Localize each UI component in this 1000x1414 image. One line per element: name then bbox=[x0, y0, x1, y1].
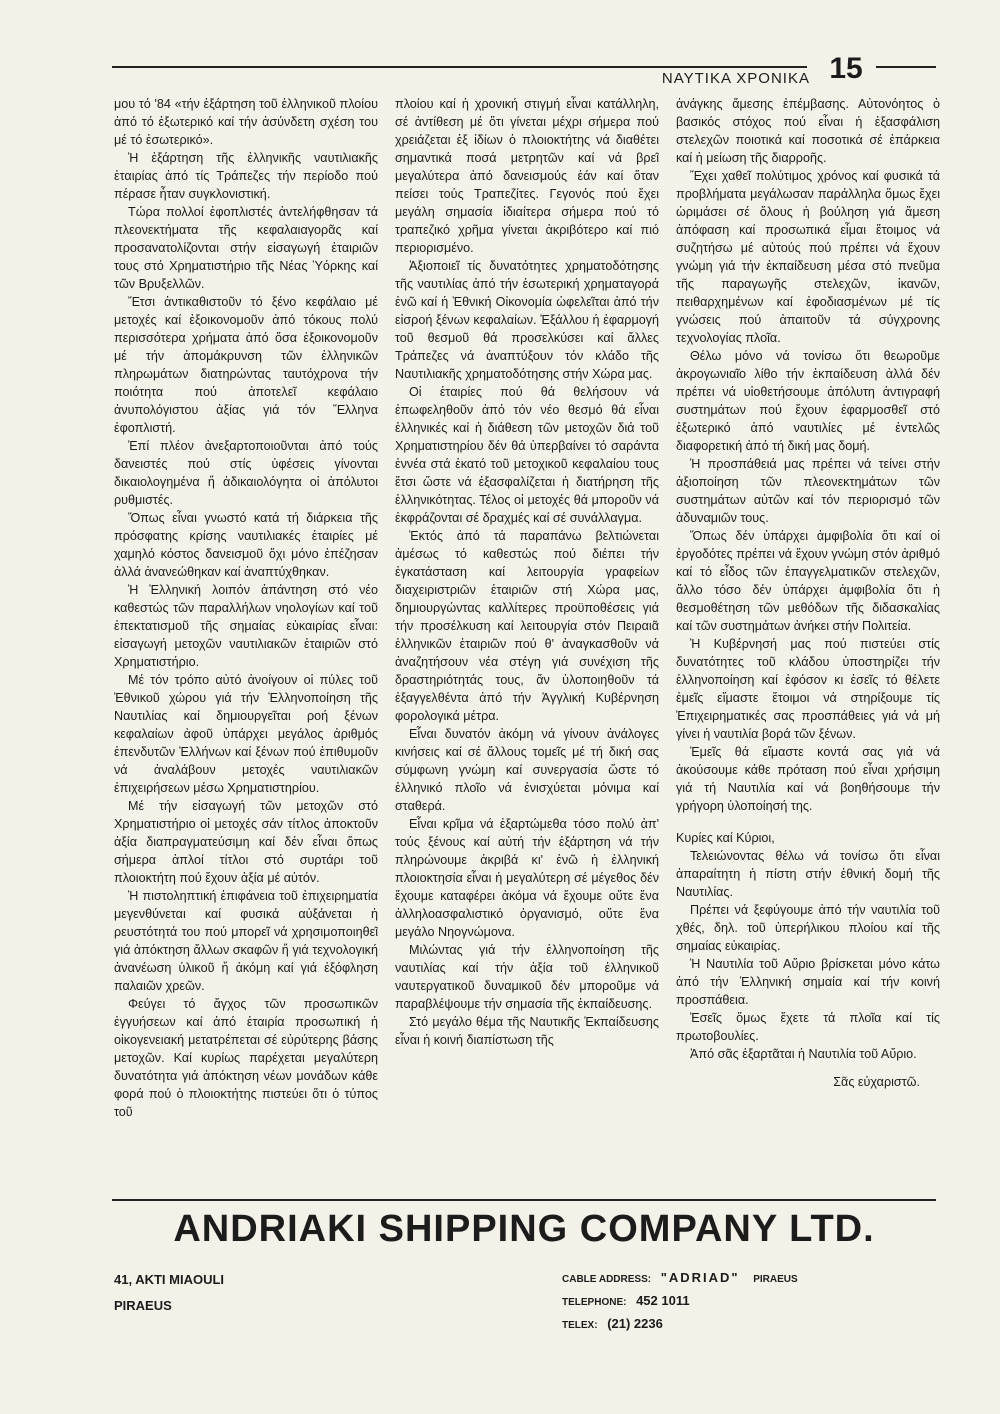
paragraph: Μέ τήν εἰσαγωγή τῶν μετοχῶν στό Χρηματιστήριο οἱ μετοχές σάν τίτλος ἀποκτοῦν ἀξία διαπραγματεύσιμη καί δέν εἶναι ὅπως σήμερα ἁπλοί τίτλοι στό συρτάρι τοῦ πλοιοκτήτη πού ἔχουν ἀξία μέ αὐτόν. bbox=[114, 799, 378, 885]
ad-address-line1: 41, AKTI MIAOULI bbox=[114, 1272, 225, 1287]
paragraph: πλοίου καί ἡ χρονική στιγμή εἶναι κατάλληλη, σέ ἀντίθεση μέ ὅτι γίνεται μέχρι σήμερα πού χρειάζεται ἐξ ἰδίων ὁ πλοιοκτήτης νά διαθέτει σημαντικά ποσά μετρητῶν καί νά βρεῖ μεγαλύτερα ἀπό δανεισμούς ἐάν καί ὅταν πείσει τούς Τραπεζίτες. Γεγονός πού ἔχει μεγάλη σημασία ἰδιαίτερα σήμερα πού τό τραπεζικό χρῆμα γίνεται ἀκριβότερο καί πιό περιορισμένο. bbox=[395, 97, 659, 255]
paragraph: Ἀξιοποιεῖ τίς δυνατότητες χρηματοδότησης τῆς ναυτιλίας ἀπό τήν ἐσωτερική χρηματαγορά ἐνῶ καί ἡ Ἐθνική Οἰκονομία ὠφελεῖται ἀπό τήν εἰσροή ξένων κεφαλαίων. Ἐξάλλου ἡ ἐφαρμογή τοῦ θεσμοῦ θά προσελκύσει καί ἄλλες Τράπεζες νά ἀναπτύξουν τόν κλάδο τῆς Ναυτιλιακῆς χρηματοδότησης στήν Χώρα μας. bbox=[395, 259, 659, 381]
ad-company-name: ANDRIAKI SHIPPING COMPANY LTD. bbox=[173, 1208, 875, 1250]
paragraph: Τώρα πολλοί ἐφοπλιστές ἀντελήφθησαν τά πλεονεκτήματα τῆς κεφαλαιαγορᾶς καί προσανατολίζονται στήν εἰσαγωγή ἑταιριῶν τους στό Χρηματιστήριο τῆς Νέας Ὑόρκης καί τῶν Βρυξελλῶν. bbox=[114, 205, 378, 291]
paragraph: Εἶναι κρῖμα νά ἐξαρτώμεθα τόσο πολύ ἀπ' τούς ξένους καί αὐτή τήν ἐξάρτηση νά τήν πληρώνουμε ἀκριβά κι' ἐνῶ ἡ ἑλληνική πλοιοκτησία εἶναι ἡ μεγαλύτερη σέ μέγεθος δέν ἔχουμε καταφέρει ἀκόμα νά ἔχουμε οὔτε ἕνα ἀλληλοασφαλιστικό ὀργανισμό, οὔτε ἕνα μεγάλο Νηογνώμονα. bbox=[395, 817, 659, 939]
paragraph: Ἐκτός ἀπό τά παραπάνω βελτιώνεται ἀμέσως τό καθεστώς πού διέπει τήν ἐγκατάσταση καί λειτουργία γραφείων διαχειριστριῶν ἑταιριῶν στή Χώρα μας, δημιουργώντας καλλίτερες προϋποθέσεις γιά τήν προσέλκυση καί λειτουργία στόν Πειραιᾶ ἑλληνικῶν ἑταιριῶν πού θ' ἀναγκασθοῦν νά ἀναζητήσουν νέα στέγη γιά συνέχιση τῆς δραστηριότητάς τους, ἄν ὑλοποιηθοῦν τά ἐξαγγελθέντα ἀπό τήν Ἀγγλική Κυβέρνηση φορολογικά μέτρα. bbox=[395, 529, 659, 723]
ad-telephone-value: 452 1011 bbox=[636, 1293, 690, 1308]
paragraph: Ἡ προσπάθειά μας πρέπει νά τείνει στήν ἀξιοποίηση τῶν πλεονεκτημάτων τῶν συστημάτων αὐτῶν καί τόν περιορισμό τῶν ἀδυναμιῶν τους. bbox=[676, 457, 940, 525]
article-column-2 bbox=[395, 95, 659, 1190]
paragraph: Οἱ ἑταιρίες πού θά θελήσουν νά ἐπωφεληθοῦν ἀπό τόν νέο θεσμό θά εἶναι ἑλληνικές καί ἡ διάθεση τῶν μετοχῶν διά τοῦ Χρηματιστηρίου δέν θά ὑπερβαίνει τό σαράντα ἐννέα στά ἑκατό τοῦ μετοχικοῦ κεφαλαίου τους ἔτσι ὥστε νά ἐξασφαλίζεται ἡ διατήρηση τῆς ἑλληνικότητας. Τέλος οἱ μετοχές θά μποροῦν νά ἐκφράζονται σέ δραχμές καί σέ συνάλλαγμα. bbox=[395, 385, 659, 525]
ad-cable-city: PIRAEUS bbox=[753, 1274, 798, 1285]
ad-telephone-row bbox=[562, 1293, 690, 1308]
paragraph: Ἀπό σᾶς ἐξαρτᾶται ἡ Ναυτιλία τοῦ Αὔριο. bbox=[690, 1047, 917, 1061]
ad-divider bbox=[112, 1199, 936, 1201]
paragraph: Ὅπως εἶναι γνωστό κατά τή διάρκεια τῆς πρόσφατης κρίσης ναυτιλιακές ἑταιρίες μέ χαμηλό κόστος δανεισμοῦ ὄχι μόνο ἐπέζησαν ἀλλά ἀνανεώθηκαν καί ἀναπτύχθηκαν. bbox=[114, 511, 378, 579]
paragraph: Φεύγει τό ἄγχος τῶν προσωπικῶν ἐγγυήσεων καί ἀπό ἑταιρία προσωπική ἡ οἰκογενειακή μετατρέπεται σέ εὐρύτερης βάσης μετοχῶν. Καί κυρίως παρέχεται μεγαλύτερη δυνατότητα γιά ἀπόκτηση νέων μονάδων κάθε φορά πού ὁ πλοιοκτήτης πιστεύει ὅτι ὁ τύπος τοῦ bbox=[114, 997, 378, 1119]
paragraph: Ἐσεῖς ὅμως ἔχετε τά πλοῖα καί τίς πρωτοβουλίες. bbox=[676, 1011, 940, 1043]
paragraph: Ἔχει χαθεῖ πολύτιμος χρόνος καί φυσικά τά προβλήματα μεγάλωσαν παράλληλα ὅμως ἔχει ὡριμάσει σέ ὅλους ἡ βούληση γιά ἄμεση ἀπόφαση καί προσωπικά εἶμαι ἕτοιμος νά συζητήσω μέ αὐτούς πού πρέπει νά ἔχουν γνώμη γιά τήν ἐκπαίδευση μέσα στό πνεῦμα τῆς παραγωγῆς στελεχῶν, ἱκανῶν, πειθαρχημένων καί ἐφοδιασμένων μέ τίς γνώσεις πού ἀπαιτοῦν τά σύγχρονης τεχνολογίας πλοῖα. bbox=[676, 169, 940, 345]
closing-salutation: Κυρίες καί Κύριοι, bbox=[676, 831, 775, 845]
paragraph: Ἡ Ἑλληνική λοιπόν ἀπάντηση στό νέο καθεστώς τῶν παραλλήλων νηολογίων καί τοῦ ἐπεκτατισμοῦ τῆς σημαίας εὐκαιρίας εἶναι: εἰσαγωγή μετοχῶν ναυτιλιακῶν ἑταιριῶν στό Χρηματιστήριο. bbox=[114, 583, 378, 669]
paragraph: ἀνάγκης ἄμεσης ἐπέμβασης. Αὐτονόητος ὁ βασικός στόχος πού εἶναι ἡ ἐξασφάλιση στελεχῶν ποιοτικά καί ποσοτικά σέ ἐπάρκεια καί ἡ μείωση τῆς διαρροῆς. bbox=[676, 97, 940, 165]
signoff: Σᾶς εὐχαριστῶ. bbox=[833, 1075, 920, 1089]
paragraph: Εἶναι δυνατόν ἀκόμη νά γίνουν ἀνάλογες κινήσεις καί σέ ἄλλους τομεῖς μέ τή δική σας σύμφωνη γνώμη καί συνεργασία ὥστε τό ἑλληνικό πλοῖο νά ἐνισχύεται μόνιμα καί σταθερά. bbox=[395, 727, 659, 813]
paragraph: Ἐμεῖς θά εἴμαστε κοντά σας γιά νά ἀκούσουμε κάθε πρόταση πού εἶναι χρήσιμη γιά τή Ναυτιλία καί νά βοηθήσουμε τήν γρήγορη ὑλοποίησή της. bbox=[676, 745, 940, 813]
ad-telex-row bbox=[562, 1316, 663, 1331]
paragraph: Θέλω μόνο νά τονίσω ὅτι θεωροῦμε ἀκρογωνιαῖο λίθο τήν ἐκπαίδευση ἀλλά δέν πρέπει νά υἱοθετήσουμε ἀπόλυτη ἀντιγραφή συστημάτων πού ἔχουν ἐφαρμοσθεῖ στό ἐξωτερικό ἀπό ναυτιλίες μέ ἐντελῶς διαφορετική ἀπό τή δική μας δομή. bbox=[676, 349, 940, 453]
paragraph: Μιλώντας γιά τήν ἑλληνοποίηση τῆς ναυτιλίας καί τήν ἀξία τοῦ ἑλληνικοῦ ναυτεργατικοῦ δυναμικοῦ δέν μποροῦμε νά παραβλέψουμε τήν σημασία τῆς ἐκπαίδευσης. bbox=[395, 943, 659, 1011]
header-rule-right bbox=[876, 66, 936, 68]
article-body bbox=[114, 95, 940, 1190]
ad-cable-value: "ADRIAD" bbox=[660, 1270, 740, 1285]
ad-cable-row bbox=[562, 1270, 804, 1285]
paragraph: Ἐπί πλέον ἀνεξαρτοποιοῦνται ἀπό τούς δανειστές πού στίς ὑφέσεις γίνονται δικαιολογημένα ἤ ἀδικαιολόγητα οἱ ἀπόλυτοι ρυθμιστές. bbox=[114, 439, 378, 507]
paragraph: μου τό '84 «τήν ἐξάρτηση τοῦ ἑλληνικοῦ πλοίου ἀπό τό ἐξωτερικό καί τήν ἀσύνδετη σχέση του μέ τό ἐσωτερικό». bbox=[114, 97, 378, 147]
ad-telex-label: TELEX: bbox=[562, 1320, 598, 1331]
paragraph: Ἡ Κυβέρνησή μας πού πιστεύει στίς δυνατότητες τοῦ κλάδου ὑποστηρίζει τήν ἑλληνοποίηση καί ἐφόσον κι ἐσεῖς τό θέλετε ἐμεῖς εἴμαστε ἕτοιμοι νά στηρίξουμε τίς Ἐπιχειρηματικές σας προσπάθειες γιά νά μή γίνει ἡ ναυτιλία βορά τῶν ξένων. bbox=[676, 637, 940, 741]
ad-telex-value: (21) 2236 bbox=[607, 1316, 663, 1331]
ad-cable-label: CABLE ADDRESS: bbox=[562, 1274, 652, 1285]
article-column-3 bbox=[676, 95, 940, 1190]
ad-address-line2: PIRAEUS bbox=[114, 1298, 172, 1313]
paragraph: Τελειώνοντας θέλω νά τονίσω ὅτι εἶναι ἀπαραίτητη ἡ πίστη στήν ἐθνική δομή τῆς Ναυτιλίας. bbox=[676, 849, 940, 899]
paragraph: Ὅπως δέν ὑπάρχει ἀμφιβολία ὅτι καί οἱ ἐργοδότες πρέπει νά ἔχουν γνώμη στόν ἀριθμό καί τό εἶδος τῶν ἐπαγγελματικῶν στελεχῶν, ἄλλο τόσο δέν ὑπάρχει ἀμφιβολία ὅτι ἡ θεσμοθέτηση τῶν μεθόδων τῆς διδασκαλίας καί τῶν συστημάτων ἀνήκει στήν Πολιτεία. bbox=[676, 529, 940, 633]
header-rule bbox=[112, 66, 807, 68]
paragraph: Ἔτσι ἀντικαθιστοῦν τό ξένο κεφάλαιο μέ μετοχές καί ἐξοικονομοῦν ἀπό τόκους πολύ περισσότερα χρήματα ἀπό ὅσα ἐξοικονομοῦν μέ τήν ἀπομάκρυνση τῶν ἑλληνικῶν πληρωμάτων διατηρώντας ταυτόχρονα τήν ποιότητα πού ἀποτελεῖ κεφάλαιο ἀνυπολόγιστου ἀξίας γιά τόν Ἕλληνα ἐφοπλιστή. bbox=[114, 295, 378, 435]
page-number: 15 bbox=[829, 52, 863, 85]
ad-telephone-label: TELEPHONE: bbox=[562, 1297, 627, 1308]
paragraph: Ἡ Ναυτιλία τοῦ Αὔριο βρίσκεται μόνο κάτω ἀπό τήν Ἑλληνική σημαία καί τήν κοινή προσπάθεια. bbox=[676, 957, 940, 1007]
paragraph: Ἡ ἐξάρτηση τῆς ἑλληνικῆς ναυτιλιακῆς ἑταιρίας ἀπό τίς Τράπεζες τήν περίοδο πού πέρασε ἦταν συγκλονιστική. bbox=[114, 151, 378, 201]
paragraph: Ἡ πιστοληπτική ἐπιφάνεια τοῦ ἐπιχειρηματία μεγενθύνεται καί φυσικά αὐξάνεται ἡ ρευστότητά του πού μπορεῖ νά χρησιμοποιηθεῖ γιά ἀπόκτηση ἄλλων σκαφῶν ἤ γιά τεχνολογική ἀνανέωση ὑλικοῦ ἤ ἀκόμη καί γιά ἐξόφληση παλαιῶν χρεῶν. bbox=[114, 889, 378, 993]
paragraph: Στό μεγάλο θέμα τῆς Ναυτικῆς Ἐκπαίδευσης εἶναι ἡ κοινή διαπίστωση τῆς bbox=[395, 1015, 659, 1047]
magazine-title: ΝΑΥΤΙΚΑ ΧΡΟΝΙΚΑ bbox=[661, 70, 810, 87]
paragraph: Πρέπει νά ξεφύγουμε ἀπό τήν ναυτιλία τοῦ χθές, δηλ. τοῦ ὑπερήλικου πλοίου καί τῆς σημαίας εὐκαιρίας. bbox=[676, 903, 940, 953]
article-column-1 bbox=[114, 95, 378, 1190]
paragraph: Μέ τόν τρόπο αὐτό ἀνοίγουν οἱ πύλες τοῦ Ἐθνικοῦ χώρου γιά τήν Ἑλληνοποίηση τῆς Ναυτιλίας καί δημιουργεῖται ροή ξένων κεφαλαίων ἀφοῦ ὑπάρχει μεγάλος ἀριθμός ἐπενδυτῶν Ἑλλήνων καί ξένων πού ἐπιθυμοῦν νά ἀναλάβουν μετοχές ναυτιλιακῶν ἐπιχειρήσεων μέσω Χρηματιστηρίου. bbox=[114, 673, 378, 795]
